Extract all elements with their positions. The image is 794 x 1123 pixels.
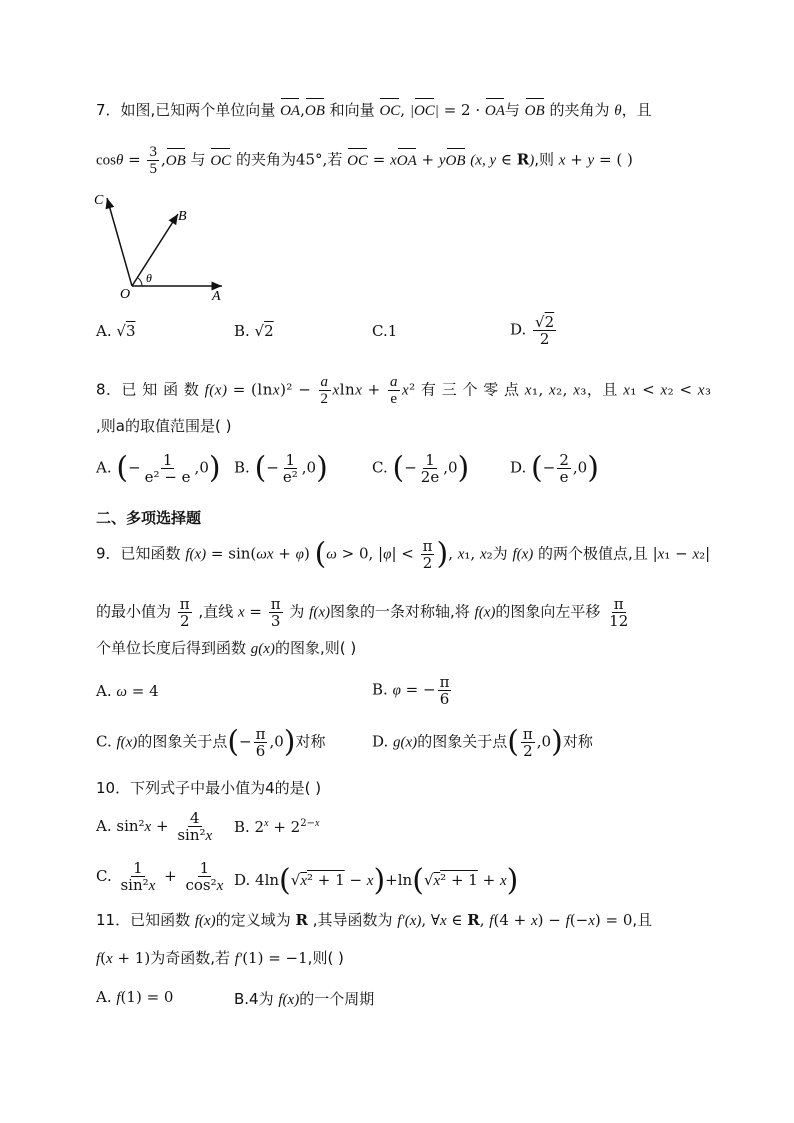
q7-line1: 7．如图,已知两个单位向量 OA,OB 和向量 OC, |OC| = 2 · OA与 OB 的夹角为 θ，且 (96, 101, 652, 119)
q7-option-a: A. √3 (96, 322, 136, 340)
theta-arc (138, 278, 142, 286)
q8-line1: 8．已 知 函 数 f(x) = (lnx)² − $\frac{a}{2}$ xlnx + $\frac{a}{e}$ x² 有 三 个 零 点 x₁, x₂, x₃，且 x₁ < x₂ < x₃ (96, 374, 712, 407)
q10-line1: 10．下列式子中最小值为4的是( ) (96, 779, 322, 797)
vector-ob (132, 214, 178, 286)
q9-line3: 个单位长度后得到函数 g(x)的图象,则( ) (96, 639, 357, 657)
label-theta: θ (146, 271, 152, 285)
q11-line2: f(x + 1)为奇函数,若 f′(1) = −1,则( ) (96, 949, 344, 967)
q10-option-d: D. 4ln(√x² + 1 − x)+ln(√x² + 1 + x) (234, 863, 519, 898)
q7-vector-figure (90, 186, 240, 306)
label-c: C (94, 193, 104, 208)
q8-line2: ,则a的取值范围是( ) (96, 417, 232, 435)
q7-option-c: C.1 (372, 322, 398, 340)
q9-line2: 的最小值为 $\frac{\pi}{2}$ ,直线 x = $\frac{\pi}{3}$ 为 f(x)图象的一条对称轴,将 f(x)的图象向左平移 $\frac{\pi}{12}$ (96, 595, 629, 630)
q10-option-b: B. $2^x + 2^{2-x}$ (234, 818, 320, 836)
q7-option-d: D. $\frac{√2}{2}$ (510, 313, 555, 348)
q9-option-d: D. g(x)的图象关于点( $\frac{\pi}{2}$ ,0)对称 (372, 724, 593, 760)
q8-option-d: D. (− $\frac{2}{e}$ ,0) (510, 450, 599, 486)
q9-line1: 9．已知函数 f(x) = sin(ωx + φ) (ω > 0, |φ| < $\frac{\pi}{2}$ ), x₁, x₂为 f(x) 的两个极值点,且 |x₁ − x₂| (96, 536, 711, 572)
q8-option-b: B. (− $\frac{1}{\text{e²}}$ ,0) (234, 450, 328, 486)
q9-option-a: A. ω = 4 (96, 682, 159, 700)
vector-oc (107, 198, 132, 286)
q9-option-c: C. f(x)的图象关于点(− $\frac{\pi}{6}$ ,0)对称 (96, 724, 326, 760)
q10-option-c: C. $\frac{1}{\text{sin²x}}$ + $\frac{1}{\text{cos²x}}$ (96, 859, 224, 894)
q8-option-c: C. (− $\frac{1}{2e}$ ,0) (372, 450, 470, 486)
q8-option-a: A. (− $\frac{1}{\text{e² − e}}$ ,0) (96, 450, 221, 486)
q7-line2: cosθ = $\frac{3}{5}$ ,OB 与 OC 的夹角为45°,若 OC = xOA + yOB (x, y ∈ R),则 x + y = ( ) (96, 144, 633, 177)
label-a: A (212, 289, 221, 304)
label-b: B (178, 209, 187, 224)
section-title: 二、多项选择题 (96, 509, 202, 527)
q10-option-a: A. sin²x + $\frac{4}{\text{sin²x}}$ (96, 809, 213, 844)
q7-option-b: B. √2 (234, 322, 274, 340)
q11-option-b: B.4为 f(x)的一个周期 (234, 990, 375, 1008)
q11-option-a: A. f(1) = 0 (96, 988, 174, 1006)
q9-option-b: B. φ = − $\frac{\pi}{6}$ (372, 673, 450, 708)
q11-line1: 11．已知函数 f(x)的定义域为 R ,其导函数为 f′(x), ∀x ∈ R, f(4 + x) − f(−x) = 0,且 (96, 911, 653, 929)
label-o: O (120, 287, 131, 302)
